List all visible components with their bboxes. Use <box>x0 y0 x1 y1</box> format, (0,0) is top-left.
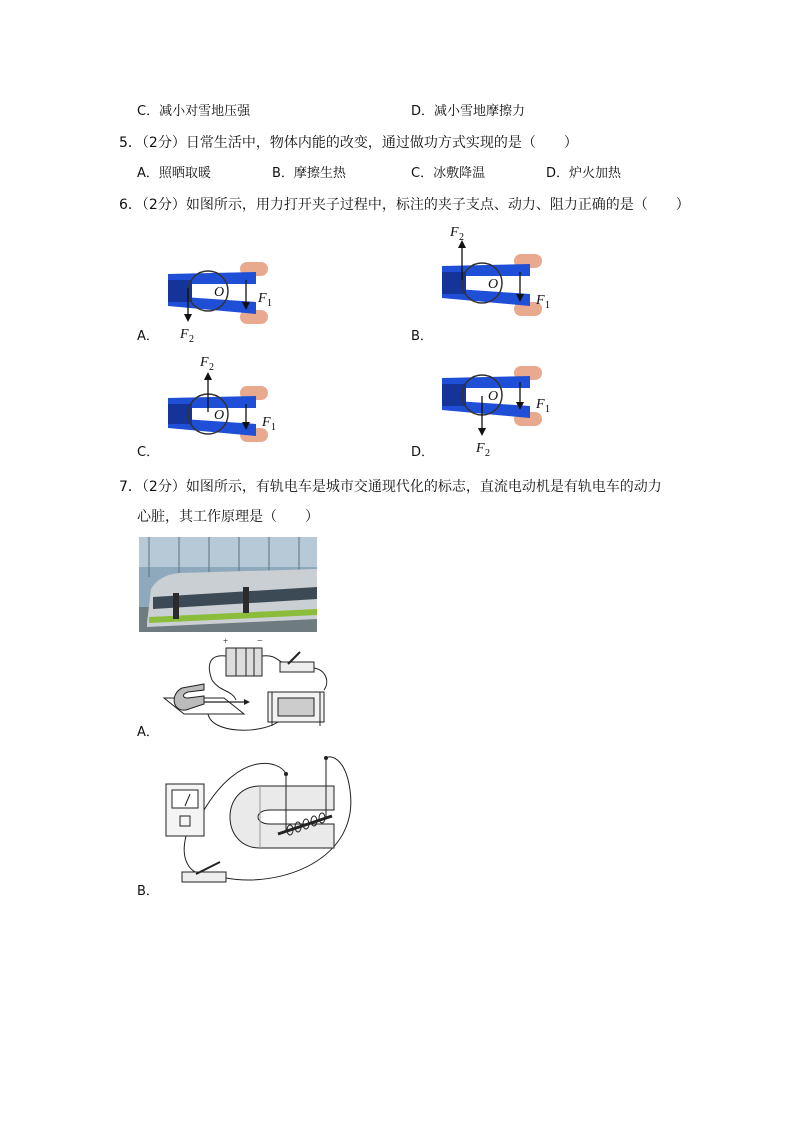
q6-option-c: C． <box>137 445 160 460</box>
f1-label-a: F <box>258 291 267 306</box>
pivot-label-d: O <box>488 389 499 404</box>
pivot-label-a: O <box>214 285 225 300</box>
motor-apparatus-figure-a <box>160 634 340 738</box>
q6-option-a: A． <box>137 329 159 344</box>
q4-option-c: C．减小对雪地压强 <box>137 104 251 119</box>
q4-option-d: D．减小雪地摩擦力 <box>411 104 526 119</box>
f2-sub-a: 2 <box>189 334 194 345</box>
f2-label-d: F <box>476 441 485 456</box>
battery-minus-label: − <box>257 636 263 647</box>
f2-label-a: F <box>180 327 189 342</box>
q6-option-b: B． <box>411 329 433 344</box>
q5-option-c: C．冰敷降温 <box>411 166 486 181</box>
q7-stem-line2: 心脏，其工作原理是（ ） <box>137 509 319 525</box>
q5-option-b: B．摩擦生热 <box>272 166 346 181</box>
clip-figure-d <box>434 362 554 462</box>
q5-option-a: A．照晒取暖 <box>137 166 211 181</box>
f1-label-c: F <box>262 415 271 430</box>
galvanometer-apparatus-figure-b <box>160 750 360 890</box>
f2-sub-b: 2 <box>459 232 464 243</box>
q7-option-b: B． <box>137 884 159 899</box>
clip-figure-c <box>160 352 280 447</box>
f1-sub-b: 1 <box>545 300 550 311</box>
f2-sub-c: 2 <box>209 362 214 373</box>
tram-photo <box>139 537 317 632</box>
f1-sub-a: 1 <box>267 298 272 309</box>
f2-sub-d: 2 <box>485 448 490 459</box>
f2-label-c: F <box>200 355 209 370</box>
q7-stem-line1: 7．（2分）如图所示，有轨电车是城市交通现代化的标志，直流电动机是有轨电车的动力 <box>119 479 662 495</box>
clip-figure-b <box>434 220 554 340</box>
f1-label-b: F <box>536 293 545 308</box>
q7-option-a: A． <box>137 725 159 740</box>
q6-option-d: D． <box>411 445 435 460</box>
pivot-label-b: O <box>488 277 499 292</box>
q5-option-d: D．炉火加热 <box>546 166 622 181</box>
clip-figure-a <box>160 258 280 348</box>
f1-label-d: F <box>536 397 545 412</box>
battery-plus-label: + <box>223 636 229 646</box>
f1-sub-c: 1 <box>271 422 276 433</box>
f2-label-b: F <box>450 225 459 240</box>
q5-stem: 5．（2分）日常生活中，物体内能的改变，通过做功方式实现的是（ ） <box>119 135 578 151</box>
f1-sub-d: 1 <box>545 404 550 415</box>
q6-stem: 6．（2分）如图所示，用力打开夹子过程中，标注的夹子支点、动力、阻力正确的是（ ） <box>119 197 690 213</box>
pivot-label-c: O <box>214 408 225 423</box>
